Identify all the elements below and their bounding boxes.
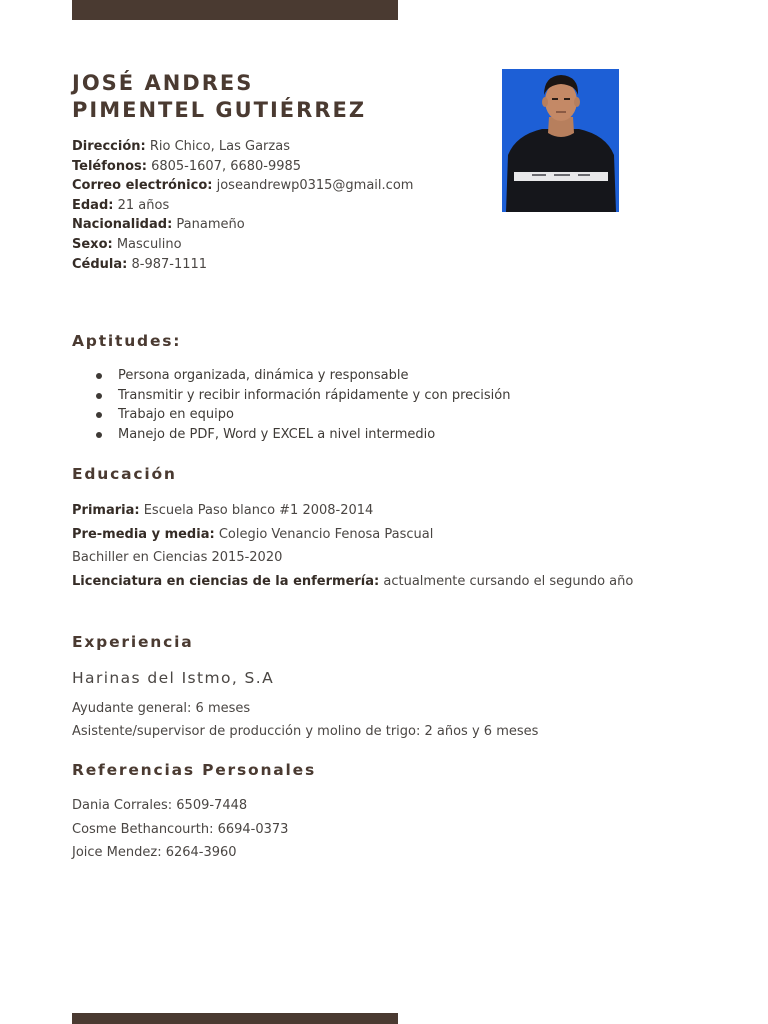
education-label: Pre-media y media: xyxy=(72,526,215,542)
experience-list xyxy=(72,697,538,743)
list-item xyxy=(72,405,510,425)
contact-value: Rio Chico, Las Garzas xyxy=(149,139,290,154)
name-line-1: JOSÉ ANDRES xyxy=(72,71,254,95)
aptitude-text: Manejo de PDF, Word y EXCEL a nivel intermedio xyxy=(118,426,436,442)
company-name: Harinas del Istmo, S.A xyxy=(72,669,275,687)
contact-label: Edad: xyxy=(72,197,114,213)
reference-item: Joice Mendez: 6264-3960 xyxy=(72,845,237,860)
education-value: actualmente cursando el segundo año xyxy=(383,573,634,589)
contact-value: 6805-1607, 6680-9985 xyxy=(151,158,302,174)
contact-label: Nacionalidad: xyxy=(72,217,173,233)
bullet-icon xyxy=(96,393,102,399)
education-list xyxy=(72,499,633,593)
aptitude-text: Transmitir y recibir información rápidamente y con precisión xyxy=(118,387,511,403)
bullet-icon xyxy=(96,412,102,418)
list-item xyxy=(72,366,510,386)
aptitude-text: Trabajo en equipo xyxy=(118,407,234,423)
candidate-name xyxy=(72,70,366,124)
education-label: Licenciatura en ciencias de la enfermería: xyxy=(72,573,380,589)
education-item xyxy=(72,546,633,570)
references-heading: Referencias Personales xyxy=(72,761,317,779)
contact-value: 21 años xyxy=(117,197,170,213)
education-value: Colegio Venancio Fenosa Pascual xyxy=(218,526,434,542)
contact-email xyxy=(72,176,413,196)
education-item xyxy=(72,570,633,594)
contact-label: Sexo: xyxy=(72,236,113,252)
contact-value: Panameño xyxy=(176,217,245,233)
contact-label: Cédula: xyxy=(72,256,128,272)
contact-label: Teléfonos: xyxy=(72,158,147,174)
experience-item: Ayudante general: 6 meses xyxy=(72,701,251,716)
contact-value: joseandrewp0315@gmail.com xyxy=(216,178,414,194)
contact-label: Dirección: xyxy=(72,139,146,154)
name-line-2: PIMENTEL GUTIÉRREZ xyxy=(72,98,367,122)
contact-value: 8-987-1111 xyxy=(131,256,208,272)
reference-item: Dania Corrales: 6509-7448 xyxy=(72,798,248,813)
contact-age xyxy=(72,196,413,216)
profile-photo xyxy=(502,69,619,212)
list-item xyxy=(72,425,510,445)
education-item xyxy=(72,499,633,523)
experience-item: Asistente/supervisor de producción y molino de trigo: 2 años y 6 meses xyxy=(72,724,539,739)
bullet-icon xyxy=(96,373,102,379)
contact-address xyxy=(72,137,413,157)
contact-info xyxy=(72,137,413,274)
aptitudes-heading: Aptitudes: xyxy=(72,332,182,350)
contact-sex xyxy=(72,235,413,255)
list-item xyxy=(72,386,510,406)
aptitudes-list xyxy=(72,366,510,444)
reference-item: Cosme Bethancourth: 6694-0373 xyxy=(72,821,289,837)
experience-heading: Experiencia xyxy=(72,633,194,651)
education-value: Escuela Paso blanco #1 2008-2014 xyxy=(143,503,374,518)
bottom-decorative-bar xyxy=(72,1013,398,1024)
education-value: Bachiller en Ciencias 2015-2020 xyxy=(72,550,283,565)
contact-value: Masculino xyxy=(116,236,182,252)
contact-nationality xyxy=(72,215,413,235)
references-list xyxy=(72,794,288,865)
contact-label: Correo electrónico: xyxy=(72,178,213,194)
contact-phones xyxy=(72,157,413,177)
contact-id-number xyxy=(72,255,413,275)
education-label: Primaria: xyxy=(72,503,140,518)
bullet-icon xyxy=(96,432,102,438)
aptitude-text: Persona organizada, dinámica y responsable xyxy=(118,368,409,383)
top-decorative-bar xyxy=(72,0,398,20)
education-heading: Educación xyxy=(72,465,177,483)
education-item xyxy=(72,523,633,547)
